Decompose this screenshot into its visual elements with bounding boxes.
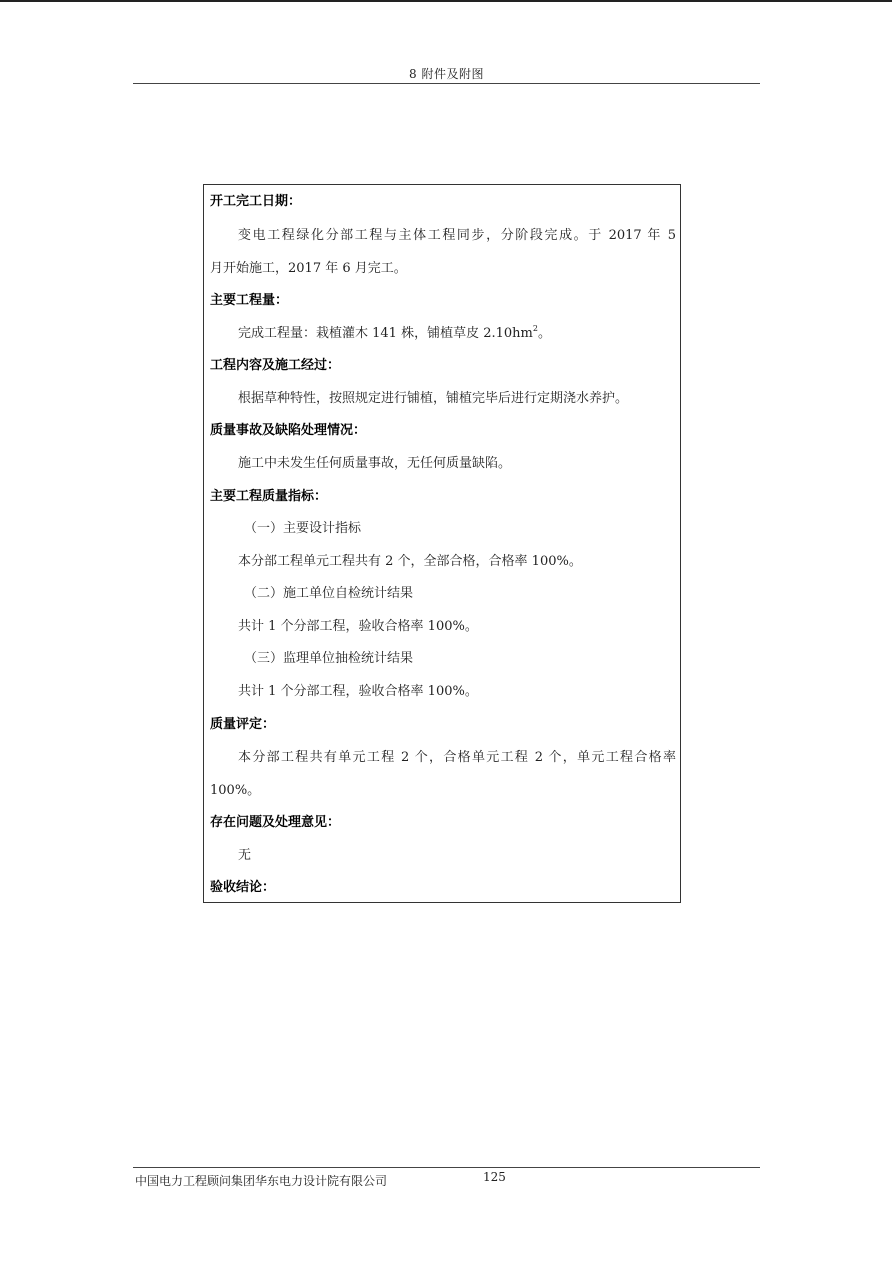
page-header-title: 8 附件及附图: [409, 67, 484, 81]
indicator-3-text: 共计 1 个分部工程，验收合格率 100%。: [238, 684, 478, 699]
quantity-superscript: 2: [532, 324, 538, 333]
indicator-3-title: （三）监理单位抽检统计结果: [244, 651, 414, 666]
start-end-date-label: 开工完工日期：: [210, 194, 302, 209]
issues-text: 无: [238, 848, 252, 863]
indicator-2-text: 共计 1 个分部工程，验收合格率 100%。: [238, 619, 478, 634]
indicator-2-title: （二）施工单位自检统计结果: [244, 586, 414, 601]
header-divider: [133, 83, 760, 84]
accident-text: 施工中未发生任何质量事故，无任何质量缺陷。: [238, 456, 512, 471]
conclusion-label: 验收结论：: [210, 880, 276, 895]
footer-divider: [133, 1167, 760, 1168]
assessment-text-line1: 本分部工程共有单元工程 2 个，合格单元工程 2 个，单元工程合格率: [238, 750, 676, 765]
footer-organization: 中国电力工程顾问集团华东电力设计院有限公司: [135, 1174, 388, 1188]
content-text: 根据草种特性，按照规定进行铺植，铺植完毕后进行定期浇水养护。: [238, 391, 629, 406]
accident-label: 质量事故及缺陷处理情况：: [210, 423, 367, 438]
indicator-label: 主要工程质量指标：: [210, 489, 328, 504]
assessment-label: 质量评定：: [210, 717, 276, 732]
quantity-label: 主要工程量：: [210, 293, 289, 308]
top-border: [0, 0, 892, 2]
content-label: 工程内容及施工经过：: [210, 358, 341, 373]
start-end-date-text-line1: 变电工程绿化分部工程与主体工程同步，分阶段完成。于 2017 年 5: [238, 228, 676, 243]
quantity-text: [238, 324, 676, 344]
indicator-1-text: 本分部工程单元工程共有 2 个，全部合格，合格率 100%。: [238, 554, 582, 569]
start-end-date-text-line2: 月开始施工，2017 年 6 月完工。: [210, 261, 407, 276]
issues-label: 存在问题及处理意见：: [210, 815, 341, 830]
indicator-1-title: （一）主要设计指标: [244, 521, 362, 536]
quantity-main: 完成工程量：栽植灌木 141 株，铺植草皮 2.10hm: [238, 326, 533, 341]
page-number: 125: [483, 1170, 506, 1184]
acceptance-form-table: [203, 184, 681, 903]
assessment-text-line2: 100%。: [210, 783, 261, 798]
quantity-end: 。: [537, 326, 551, 341]
